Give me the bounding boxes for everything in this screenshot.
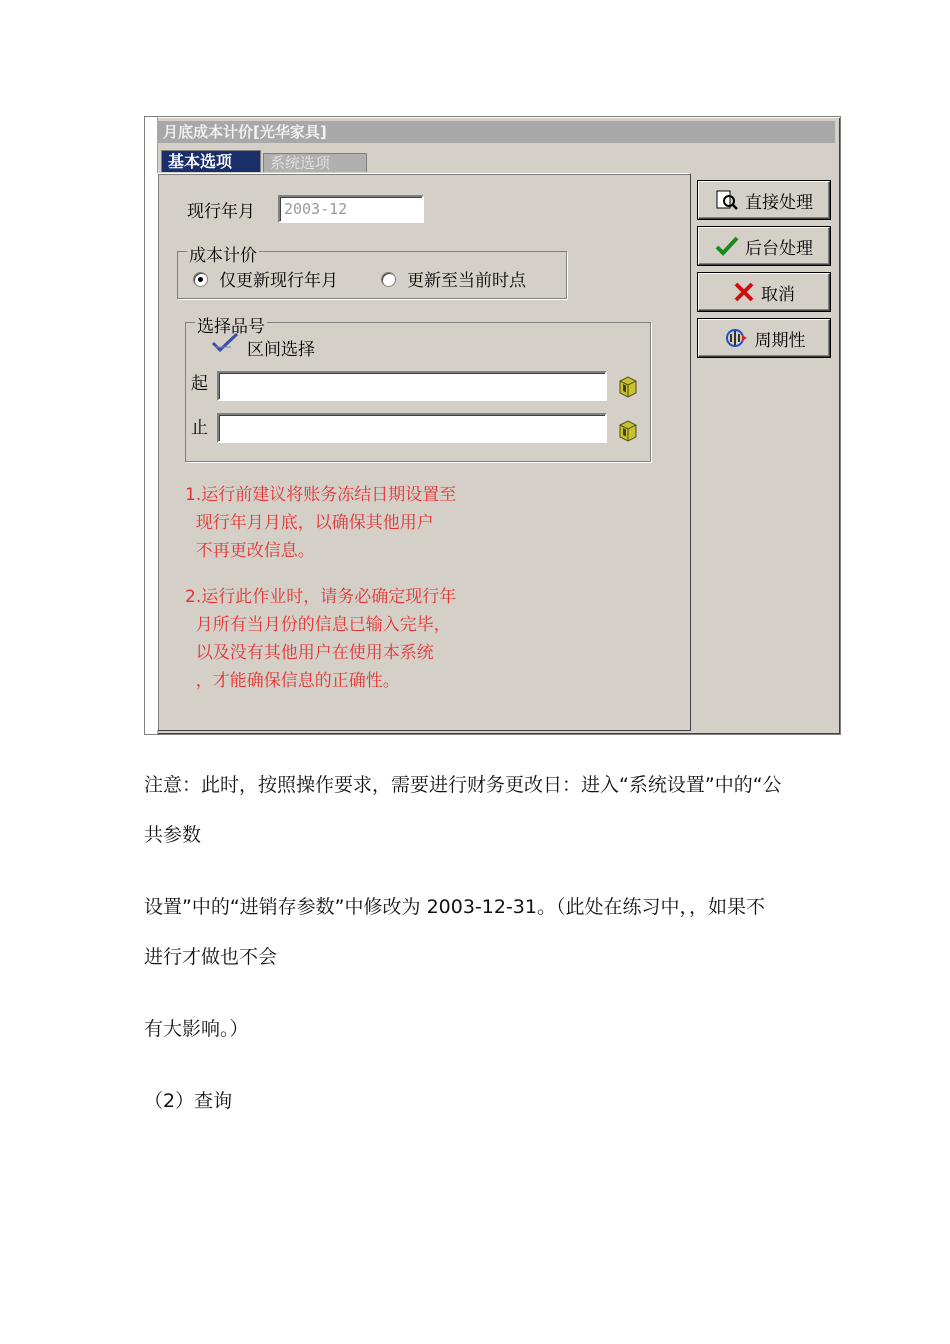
radio-update-current-month[interactable] bbox=[193, 272, 208, 287]
range-select-label: 区间选择 bbox=[247, 340, 315, 360]
body-paragraph-3: 设置”中的“进销存参数”中修改为 2003-12-31。（此处在练习中，，如果不 bbox=[144, 896, 765, 918]
end-item-input[interactable] bbox=[217, 413, 607, 443]
current-period-label: 现行年月 bbox=[187, 202, 255, 222]
radio-update-to-now[interactable] bbox=[381, 272, 396, 287]
tab-basic-options[interactable]: 基本选项 bbox=[161, 150, 261, 172]
direct-process-button[interactable] bbox=[698, 181, 830, 219]
body-paragraph-5: 有大影响。） bbox=[144, 1018, 249, 1040]
start-item-input[interactable] bbox=[217, 371, 607, 401]
item-lookup-icon[interactable] bbox=[617, 375, 639, 397]
current-period-field[interactable]: 2003-12 bbox=[278, 195, 424, 223]
cost-valuation-group-title: 成本计价 bbox=[187, 241, 259, 266]
cycle-icon bbox=[723, 327, 749, 349]
range-select-checkbox[interactable] bbox=[211, 331, 239, 353]
check-icon bbox=[211, 331, 239, 353]
body-paragraph-1: 注意：此时，按照操作要求，需要进行财务更改日：进入“系统设置”中的“公 bbox=[144, 774, 782, 796]
item-lookup-icon[interactable] bbox=[617, 419, 639, 441]
dialog-title: 月底成本计价[光华家具] bbox=[157, 121, 835, 143]
body-paragraph-6: （2）查询 bbox=[144, 1090, 233, 1112]
close-icon bbox=[733, 281, 755, 303]
checkmark-icon bbox=[715, 235, 739, 257]
month-end-cost-dialog bbox=[144, 116, 841, 735]
body-paragraph-2: 共参数 bbox=[144, 824, 202, 846]
background-process-button[interactable] bbox=[698, 227, 830, 265]
select-item-group-title: 选择品号 bbox=[195, 312, 267, 337]
background-process-label: 后台处理 bbox=[745, 238, 813, 259]
preview-icon bbox=[715, 189, 739, 211]
notice-2: 2.运行此作业时，请务必确定现行年 月所有当月份的信息已输入完毕， 以及没有其他用户在使用本系统 ，才能确保信息的正确性。 bbox=[185, 587, 457, 691]
periodic-button[interactable] bbox=[698, 319, 830, 357]
periodic-label: 周期性 bbox=[754, 330, 806, 351]
tab-system-options[interactable]: 系统选项 bbox=[263, 153, 367, 172]
radio-update-current-month-label: 仅更新现行年月 bbox=[219, 271, 338, 291]
cancel-label: 取消 bbox=[761, 284, 795, 305]
cancel-button[interactable] bbox=[698, 273, 830, 311]
radio-update-to-now-label: 更新至当前时点 bbox=[407, 271, 526, 291]
end-label: 止 bbox=[191, 418, 208, 438]
notice-1: 1.运行前建议将账务冻结日期设置至 现行年月月底，以确保其他用户 不再更改信息。 bbox=[185, 485, 457, 561]
direct-process-label: 直接处理 bbox=[745, 192, 813, 213]
start-label: 起 bbox=[191, 374, 208, 394]
body-paragraph-4: 进行才做也不会 bbox=[144, 946, 278, 968]
